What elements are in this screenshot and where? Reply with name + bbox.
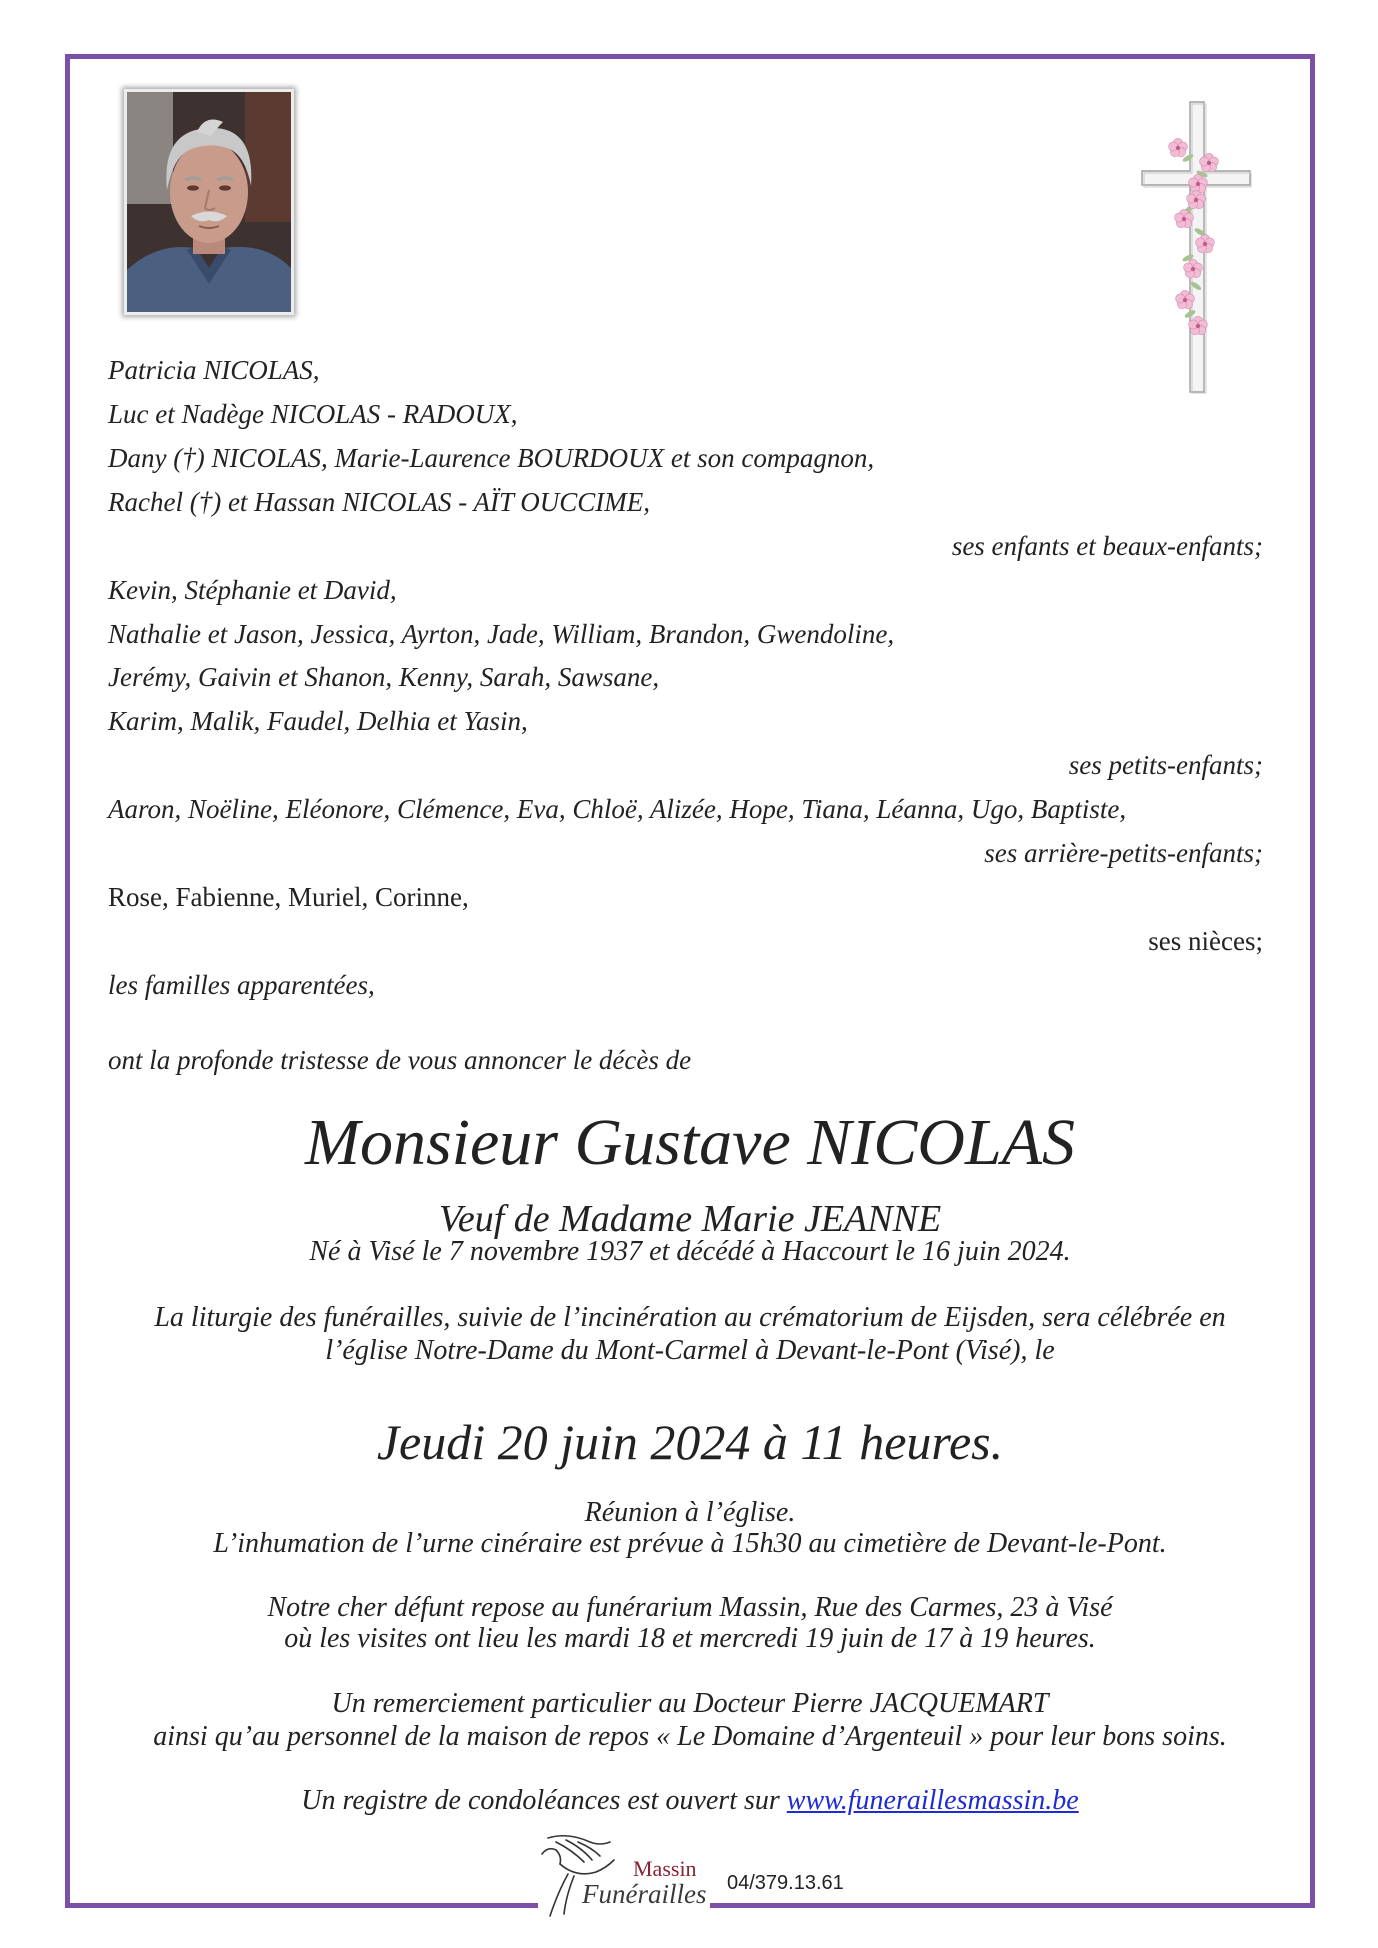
- nieces-label: ses nièces;: [1148, 925, 1263, 956]
- visits-line: Notre cher défunt repose au funérarium Massin, Rue des Carmes, 23 à Visé: [267, 1592, 1113, 1623]
- photo-window-light: [127, 92, 173, 204]
- photo-eye-right: [219, 185, 231, 190]
- funeral-home-logo: [538, 1828, 710, 1920]
- grandchild-line: Karim, Malik, Faudel, Delhia et Yasin,: [108, 706, 528, 737]
- cross-flower: [1169, 138, 1188, 156]
- child-line: Luc et Nadège NICOLAS - RADOUX,: [108, 398, 518, 429]
- condolence-register-text: Un registre de condoléances est ouvert sur: [301, 1785, 780, 1816]
- related-families: les familles apparentées,: [108, 969, 375, 1000]
- children-label: ses enfants et beaux-enfants;: [951, 530, 1263, 561]
- announcement-text: ont la profonde tristesse de vous annoncer le décès de: [108, 1045, 692, 1075]
- portrait-image: [127, 92, 291, 312]
- logo-name: Massin: [633, 1856, 697, 1881]
- photo-eye-left: [187, 185, 199, 190]
- child-line: Rachel (†) et Hassan NICOLAS - AÏT OUCCIME,: [108, 486, 650, 517]
- child-line: Patricia NICOLAS,: [108, 355, 320, 385]
- great-grandchildren-line: Aaron, Noëline, Eléonore, Clémence, Eva, Chloë, Alizée, Hope, Tiana, Léanna, Ugo, Baptiste,: [108, 794, 1127, 825]
- grandchildren-label: ses petits-enfants;: [1068, 750, 1263, 781]
- burial-line: L’inhumation de l’urne cinéraire est prévue à 15h30 au cimetière de Devant-le-Pont.: [213, 1528, 1167, 1559]
- photo-chair: [245, 92, 291, 222]
- grandchild-line: Kevin, Stéphanie et David,: [108, 574, 397, 605]
- great-grandchildren-label: ses arrière-petits-enfants;: [984, 838, 1263, 869]
- ceremony-description-line: La liturgie des funérailles, suivie de l’incinération au crématorium de Eijsden, sera célébrée en: [154, 1302, 1226, 1333]
- ceremony-description-line: l’église Notre-Dame du Mont-Carmel à Devant-le-Pont (Visé), le: [325, 1335, 1055, 1366]
- child-line: Dany (†) NICOLAS, Marie-Laurence BOURDOUX et son compagnon,: [108, 442, 875, 473]
- condolence-register-link[interactable]: www.funeraillesmassin.be: [786, 1785, 1079, 1816]
- birth-death-line: Né à Visé le 7 novembre 1937 et décédé à Haccourt le 16 juin 2024.: [309, 1236, 1071, 1267]
- grandchild-line: Jerémy, Gaivin et Shanon, Kenny, Sarah, Sawsane,: [108, 662, 660, 693]
- nieces-line: Rose, Fabienne, Muriel, Corinne,: [108, 882, 469, 913]
- visits-line: où les visites ont lieu les mardi 18 et mercredi 19 juin de 17 à 19 heures.: [284, 1623, 1096, 1654]
- condolence-register-line: [70, 1784, 1310, 1818]
- ceremony-date: Jeudi 20 juin 2024 à 11 heures.: [376, 1414, 1004, 1470]
- thanks-line: Un remerciement particulier au Docteur Pierre JACQUEMART: [331, 1688, 1049, 1719]
- family-list: [108, 349, 1263, 1008]
- dove-body: [560, 1860, 614, 1874]
- meeting-line: Réunion à l’église.: [584, 1497, 796, 1528]
- phone-number: 04/379.13.61: [727, 1872, 844, 1894]
- deceased-name: Monsieur Gustave NICOLAS: [305, 1106, 1075, 1179]
- logo-tagline: Funérailles: [582, 1879, 707, 1909]
- thanks-line: ainsi qu’au personnel de la maison de repos « Le Domaine d’Argenteuil » pour leur bons soins.: [153, 1721, 1227, 1752]
- dove-head: [542, 1849, 561, 1864]
- widower-line: Veuf de Madame Marie JEANNE: [438, 1198, 942, 1240]
- dove-tail: [564, 1876, 574, 1914]
- grandchild-line: Nathalie et Jason, Jessica, Ayrton, Jade, William, Brandon, Gwendoline,: [108, 618, 895, 649]
- portrait-photo: [124, 89, 294, 315]
